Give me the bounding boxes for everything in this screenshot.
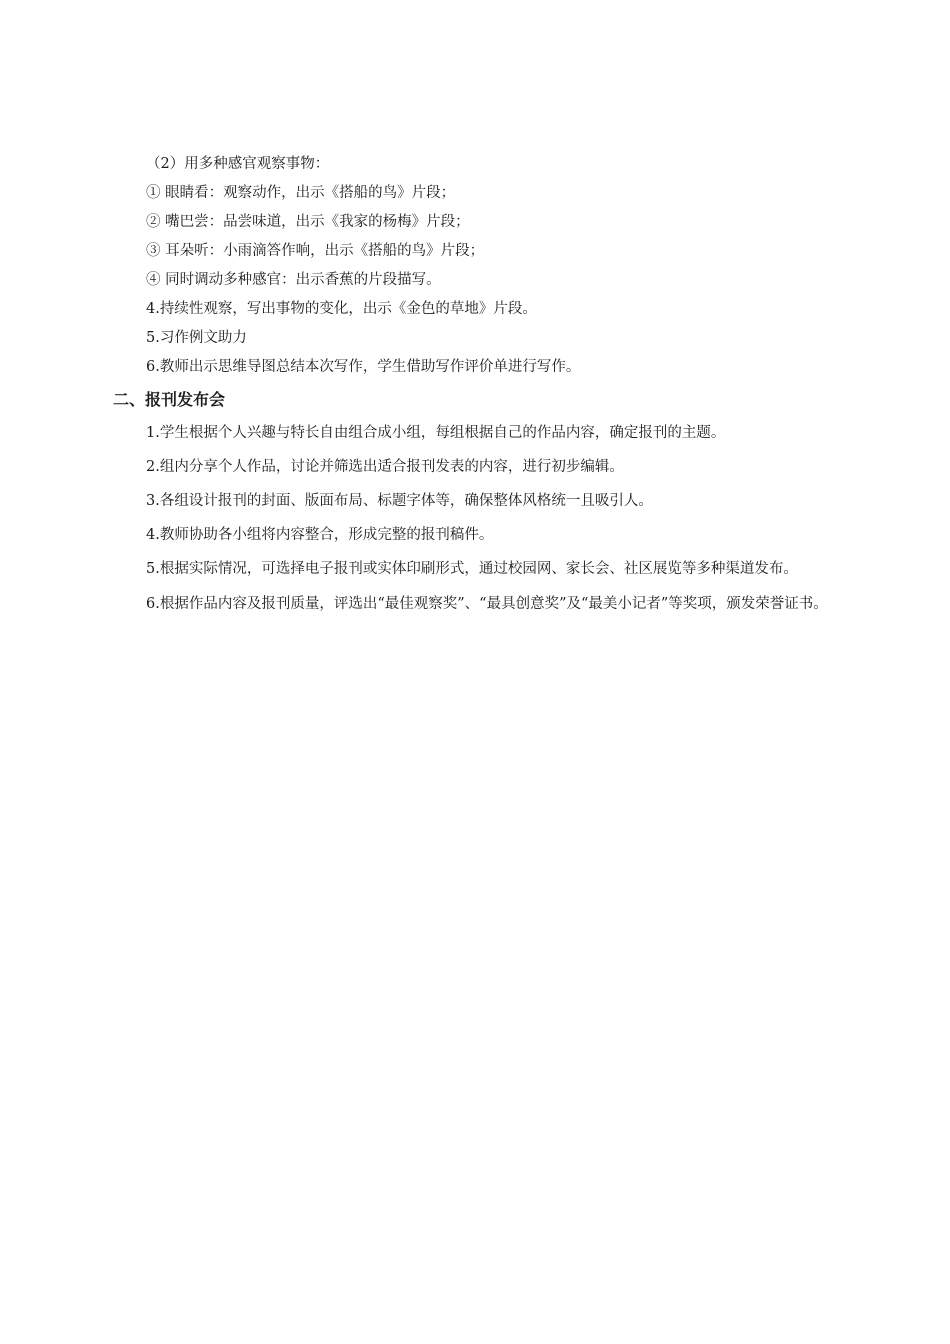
list-item: ① 眼睛看：观察动作，出示《搭船的鸟》片段； bbox=[146, 185, 456, 201]
list-item: ② 嘴巴尝：品尝味道，出示《我家的杨梅》片段； bbox=[146, 214, 470, 230]
list-item: 6.根据作品内容及报刊质量，评选出“最佳观察奖”、“最具创意奖”及“最美小记者”等奖项，颁发荣誉证书。 bbox=[146, 596, 828, 612]
observation-steps-list bbox=[113, 150, 873, 382]
list-item: 4.持续性观察，写出事物的变化，出示《金色的草地》片段。 bbox=[146, 301, 537, 317]
list-item: 1.学生根据个人兴趣与特长自由组合成小组，每组根据自己的作品内容，确定报刊的主题。 bbox=[146, 425, 726, 441]
newspaper-steps-list bbox=[113, 416, 873, 622]
list-item: ③ 耳朵听：小雨滴答作响，出示《搭船的鸟》片段； bbox=[146, 243, 485, 259]
list-item: （2）用多种感官观察事物： bbox=[146, 156, 330, 172]
document-body bbox=[113, 150, 873, 622]
section-heading: 二、报刊发布会 bbox=[113, 390, 226, 409]
list-item: 4.教师协助各小组将内容整合，形成完整的报刊稿件。 bbox=[146, 527, 494, 543]
list-item: 5.根据实际情况，可选择电子报刊或实体印刷形式，通过校园网、家长会、社区展览等多种渠道发布。 bbox=[146, 561, 798, 577]
list-item: 3.各组设计报刊的封面、版面布局、标题字体等，确保整体风格统一且吸引人。 bbox=[146, 493, 653, 509]
list-item: 5.习作例文助力 bbox=[146, 330, 247, 346]
list-item: ④ 同时调动多种感官：出示香蕉的片段描写。 bbox=[146, 272, 441, 288]
list-item: 6.教师出示思维导图总结本次写作，学生借助写作评价单进行写作。 bbox=[146, 359, 581, 375]
list-item: 2.组内分享个人作品，讨论并筛选出适合报刊发表的内容，进行初步编辑。 bbox=[146, 459, 624, 475]
